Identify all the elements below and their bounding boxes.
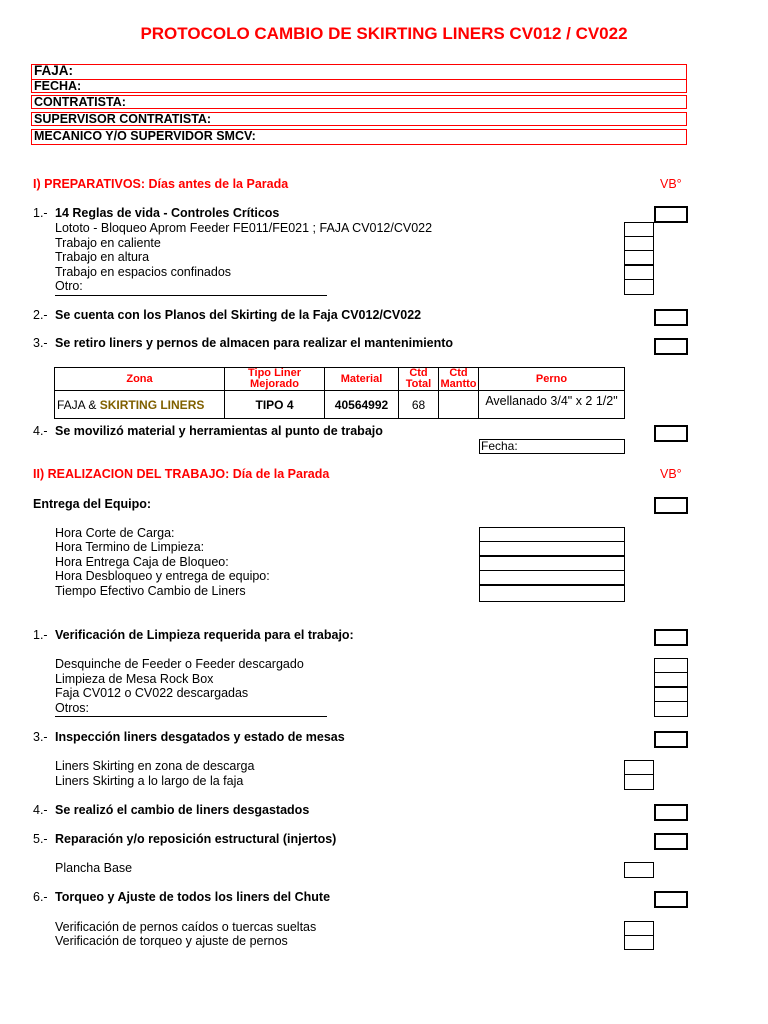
vb-checkbox[interactable] (654, 206, 688, 223)
table-header-cell: Ctd Mantto (440, 367, 477, 390)
table-header-cell: Zona (55, 368, 225, 391)
time-input[interactable] (479, 556, 625, 571)
subitem-label: Trabajo en espacios confinados (55, 265, 232, 279)
subitem-checkbox[interactable] (624, 774, 654, 790)
subitem-label: Plancha Base (55, 861, 133, 875)
item-label: Inspección liners desgatados y estado de mesas (55, 730, 345, 744)
item-number: 5.- (33, 832, 48, 846)
item-number: 1.- (33, 206, 48, 220)
item-number: 4.- (33, 803, 48, 817)
vb-checkbox[interactable] (654, 497, 688, 514)
subitem-checkbox[interactable] (624, 265, 654, 280)
item-label: Torqueo y Ajuste de todos los liners del Chute (55, 890, 331, 904)
entrega-field-label: Hora Desbloqueo y entrega de equipo: (55, 569, 270, 583)
subitem-label: Limpieza de Mesa Rock Box (55, 672, 214, 686)
zona-cell (55, 391, 225, 419)
subitem-checkbox[interactable] (624, 236, 654, 251)
time-input[interactable] (479, 541, 625, 556)
header-field-fecha[interactable]: FECHA: (31, 79, 687, 93)
vb-checkbox[interactable] (654, 309, 688, 326)
table-header-row (55, 368, 625, 391)
entrega-field-label: Tiempo Efectivo Cambio de Liners (55, 584, 246, 598)
tipo-cell: TIPO 4 (225, 391, 325, 419)
vb-checkbox[interactable] (654, 629, 688, 646)
subitem-label: Verificación de torqueo y ajuste de pernos (55, 934, 288, 948)
vb-checkbox[interactable] (654, 731, 688, 748)
fecha-label: Fecha: (481, 439, 518, 453)
subitem-checkbox[interactable] (654, 701, 688, 717)
entrega-label: Entrega del Equipo: (33, 497, 152, 511)
material-cell: 40564992 (325, 391, 399, 419)
vb-checkbox[interactable] (654, 833, 688, 850)
item-label: Se retiro liners y pernos de almacen para realizar el mantenimiento (55, 336, 454, 350)
subitem-checkbox[interactable] (654, 672, 688, 687)
header-field-faja[interactable]: FAJA: (31, 64, 687, 80)
subitem-label: Lototo - Bloqueo Aprom Feeder FE011/FE021 ; FAJA CV012/CV022 (55, 221, 433, 235)
item-label: 14 Reglas de vida - Controles Críticos (55, 206, 280, 220)
header-field-supervisor[interactable]: SUPERVISOR CONTRATISTA: (31, 112, 687, 126)
perno-cell: Avellanado 3/4" x 2 1/2" (479, 391, 625, 419)
entrega-field-label: Hora Entrega Caja de Bloqueo: (55, 555, 229, 569)
subitem-label: Liners Skirting a lo largo de la faja (55, 774, 244, 788)
item-number: 2.- (33, 308, 48, 322)
table-header-cell: Ctd Total (399, 368, 439, 391)
item-label: Se realizó el cambio de liners desgastados (55, 803, 310, 817)
otros-underline (55, 716, 327, 717)
time-input[interactable] (479, 527, 625, 542)
section1-heading: I) PREPARATIVOS: Días antes de la Parada (33, 177, 289, 191)
entrega-field-label: Hora Termino de Limpieza: (55, 540, 205, 554)
ctd-total-cell: 68 (399, 391, 439, 419)
materials-table (54, 367, 625, 419)
vb-checkbox[interactable] (654, 804, 688, 821)
table-header-cell: Material (325, 368, 399, 391)
item-number: 3.- (33, 730, 48, 744)
section1-vb-label: VB° (660, 177, 682, 191)
item-label: Se cuenta con los Planos del Skirting de la Faja CV012/CV022 (55, 308, 422, 322)
item-number: 1.- (33, 628, 48, 642)
table-header-cell: Perno (479, 368, 625, 391)
subitem-label: Trabajo en altura (55, 250, 150, 264)
ctd-mantto-cell[interactable] (439, 391, 479, 419)
subitem-label: Otros: (55, 701, 90, 715)
item-label: Se movilizó material y herramientas al punto de trabajo (55, 424, 383, 438)
subitem-checkbox[interactable] (654, 658, 688, 673)
subitem-label: Desquinche de Feeder o Feeder descargado (55, 657, 304, 671)
item-number: 4.- (33, 424, 48, 438)
item-label: Reparación y/o reposición estructural (injertos) (55, 832, 337, 846)
subitem-checkbox[interactable] (624, 921, 654, 936)
section2-heading: II) REALIZACION DEL TRABAJO: Día de la Parada (33, 467, 330, 481)
subitem-label: Trabajo en caliente (55, 236, 161, 250)
subitem-checkbox[interactable] (624, 279, 654, 295)
subitem-label: Faja CV012 o CV022 descargadas (55, 686, 249, 700)
header-field-mecanico[interactable]: MECANICO Y/O SUPERVIDOR SMCV: (31, 129, 687, 145)
item-label: Verificación de Limpieza requerida para el trabajo: (55, 628, 354, 642)
subitem-checkbox[interactable] (624, 760, 654, 775)
subitem-checkbox[interactable] (624, 250, 654, 265)
table-row (55, 391, 625, 419)
item-number: 3.- (33, 336, 48, 350)
section2-vb-label: VB° (660, 467, 682, 481)
subitem-label: Otro: (55, 279, 83, 293)
entrega-field-label: Hora Corte de Carga: (55, 526, 175, 540)
vb-checkbox[interactable] (654, 425, 688, 442)
subitem-label: Liners Skirting en zona de descarga (55, 759, 255, 773)
zona-highlight: SKIRTING LINERS (99, 397, 205, 412)
fecha-input[interactable] (479, 439, 625, 454)
vb-checkbox[interactable] (654, 891, 688, 908)
subitem-checkbox[interactable] (654, 687, 688, 702)
item-number: 6.- (33, 890, 48, 904)
subitem-checkbox[interactable] (624, 935, 654, 950)
zona-prefix: FAJA & (57, 397, 100, 412)
header-field-contratista[interactable]: CONTRATISTA: (31, 95, 687, 109)
vb-checkbox[interactable] (654, 338, 688, 355)
time-input[interactable] (479, 570, 625, 585)
subitem-checkbox[interactable] (624, 862, 654, 878)
subitem-checkbox[interactable] (624, 222, 654, 237)
otro-underline (55, 295, 327, 296)
subitem-label: Verificación de pernos caídos o tuercas sueltas (55, 920, 317, 934)
document-title: PROTOCOLO CAMBIO DE SKIRTING LINERS CV012 / CV022 (140, 24, 628, 43)
table-header-cell: Tipo Liner Mejorado (225, 368, 325, 391)
time-input[interactable] (479, 585, 625, 602)
